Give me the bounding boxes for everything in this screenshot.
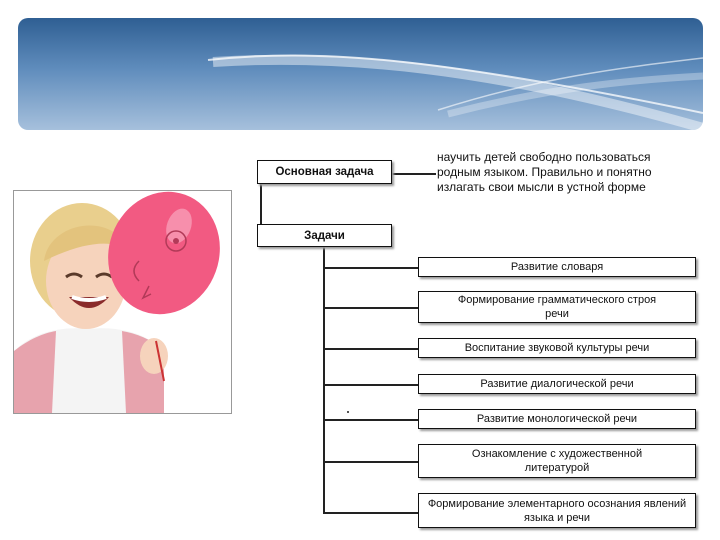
task-label: Развитие монологической речи [476, 413, 638, 425]
stray-dot [347, 411, 349, 413]
task-label: Формирование элементарного осознания явлений языка и речи [427, 497, 687, 524]
child-balloon-photo [13, 190, 232, 414]
task-box [418, 291, 696, 323]
connector-task-2 [323, 307, 418, 309]
tasks-header-box [257, 224, 392, 247]
task-box [418, 444, 696, 478]
main-task-box [257, 160, 392, 184]
task-box [418, 493, 696, 528]
main-task-label: Основная задача [275, 166, 374, 178]
connector-task-5 [323, 419, 418, 421]
task-label: Развитие словаря [510, 261, 604, 273]
task-box [418, 257, 696, 277]
connector-task-4 [323, 384, 418, 386]
connector-goal [392, 173, 436, 175]
connector-task-6 [323, 461, 418, 463]
task-box [418, 374, 696, 394]
task-box [418, 338, 696, 358]
task-box [418, 409, 696, 429]
banner-swoosh-graphic [18, 18, 703, 130]
task-label: Развитие диалогической речи [480, 378, 634, 390]
connector-tasks-trunk [323, 247, 325, 513]
connector-task-3 [323, 348, 418, 350]
goal-text: научить детей свободно пользоваться родным языком. Правильно и понятно излагать свои мысли в устной форме [437, 150, 652, 194]
task-label: Формирование грамматического строя речи [457, 294, 657, 320]
connector-task-7 [323, 512, 418, 514]
task-label: Ознакомление с художественной литературой [471, 448, 643, 474]
tasks-header-label: Задачи [304, 229, 345, 242]
connector-task-1 [323, 267, 418, 269]
task-label: Воспитание звуковой культуры речи [464, 342, 650, 354]
header-banner [18, 18, 703, 130]
